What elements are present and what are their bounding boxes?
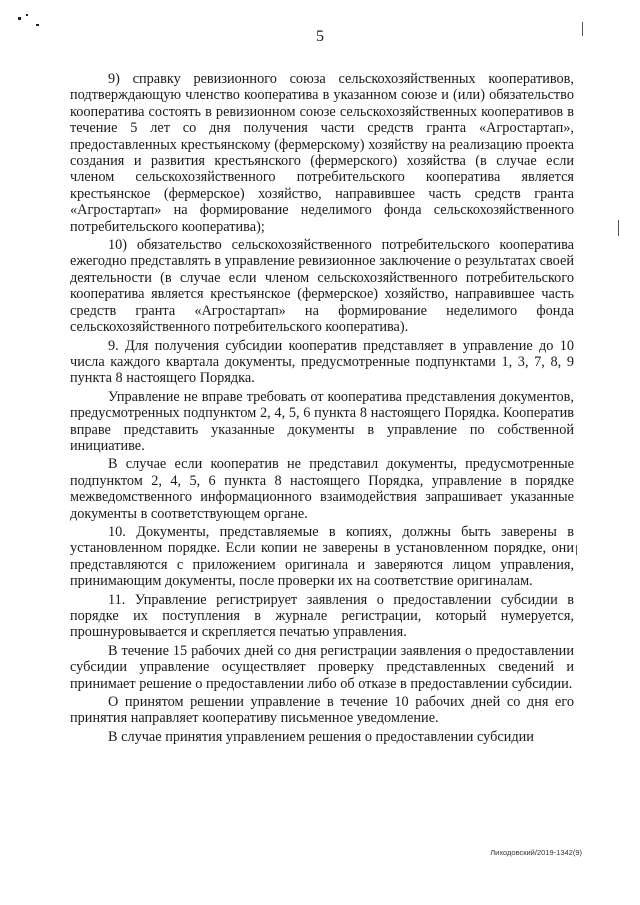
paragraph-no-request: Управление не вправе требовать от кооператива представления документов, предусмотренных подпунктом 2, 4, 5, 6 пункта 8 настоящего Порядка. Кооператив вправе представить указанные документы в управление по собственной инициативе. <box>70 388 574 454</box>
scan-tick <box>576 545 577 555</box>
scan-mark <box>18 17 21 20</box>
paragraph-item-10: 10) обязательство сельскохозяйственного потребительского кооператива ежегодно представлять в управление ревизионное заключение о результатах своей деятельности (в случае если членом сельскохозяйственного потребительского кооператива является крестьянское (фермерское) хозяйство, направившее часть средств гранта «Агростартап» на формирование неделимого фонда сельскохозяйственного потребительского кооператива). <box>70 237 574 336</box>
scan-tick <box>618 220 619 236</box>
scan-mark <box>36 24 39 26</box>
document-body <box>70 71 574 745</box>
page-number: 5 <box>316 28 324 45</box>
paragraph-notification: О принятом решении управление в течение 10 рабочих дней со дня его принятия направляет кооперативу письменное уведомление. <box>70 694 574 727</box>
paragraph-clause-9: 9. Для получения субсидии кооператив представляет в управление до 10 числа каждого квартала документы, предусмотренные подпунктами 1, 3, 7, 8, 9 пункта 8 настоящего Порядка. <box>70 337 574 387</box>
paragraph-decision: В случае принятия управлением решения о предоставлении субсидии <box>108 728 534 745</box>
paragraph-item-9: 9) справку ревизионного союза сельскохозяйственных кооперативов, подтверждающую членство кооператива в указанном союзе и (или) обязательство кооператива состоять в ревизионном союзе сельскохозяйственных кооперативов в течение 5 лет со дня получения части средств гранта «Агростартап», предоставленных крестьянскому (фермерскому) хозяйству на реализацию проекта создания и развития крестьянского (фермерского) хозяйства (в случае если членом сельскохозяйственного потребительского кооператива является крестьянское (фермерское) хозяйство, направившее часть средств гранта «Агростартап» на формирование неделимого фонда сельскохозяйственного потребительского кооператива); <box>70 71 574 235</box>
paragraph-review-period: В течение 15 рабочих дней со дня регистрации заявления о предоставлении субсидии управление осуществляет проверку представленных сведений и принимает решение о предоставлении либо об отказе в предоставлении субсидии. <box>70 642 574 692</box>
paragraph-interagency: В случае если кооператив не представил документы, предусмотренные подпунктом 2, 4, 5, 6 пункта 8 настоящего Порядка, управление в порядке межведомственного информационного взаимодействия запрашивает указанные документы в соответствующем органе. <box>70 456 574 522</box>
scan-mark <box>26 14 28 16</box>
paragraph-clause-11: 11. Управление регистрирует заявления о предоставлении субсидии в порядке их поступления в журнале регистрации, который нумеруется, прошнуровывается и скрепляется печатью управления. <box>70 591 574 641</box>
paragraph-clause-10: 10. Документы, представляемые в копиях, должны быть заверены в установленном порядке. Если копии не заверены в установленном порядке, они представляются с приложением оригинала и заверяются лицом управления, принимающим документы, после проверки их на соответствие оригиналам. <box>70 523 574 590</box>
document-footer: Лиходовский/2019-1342(9) <box>490 848 582 857</box>
